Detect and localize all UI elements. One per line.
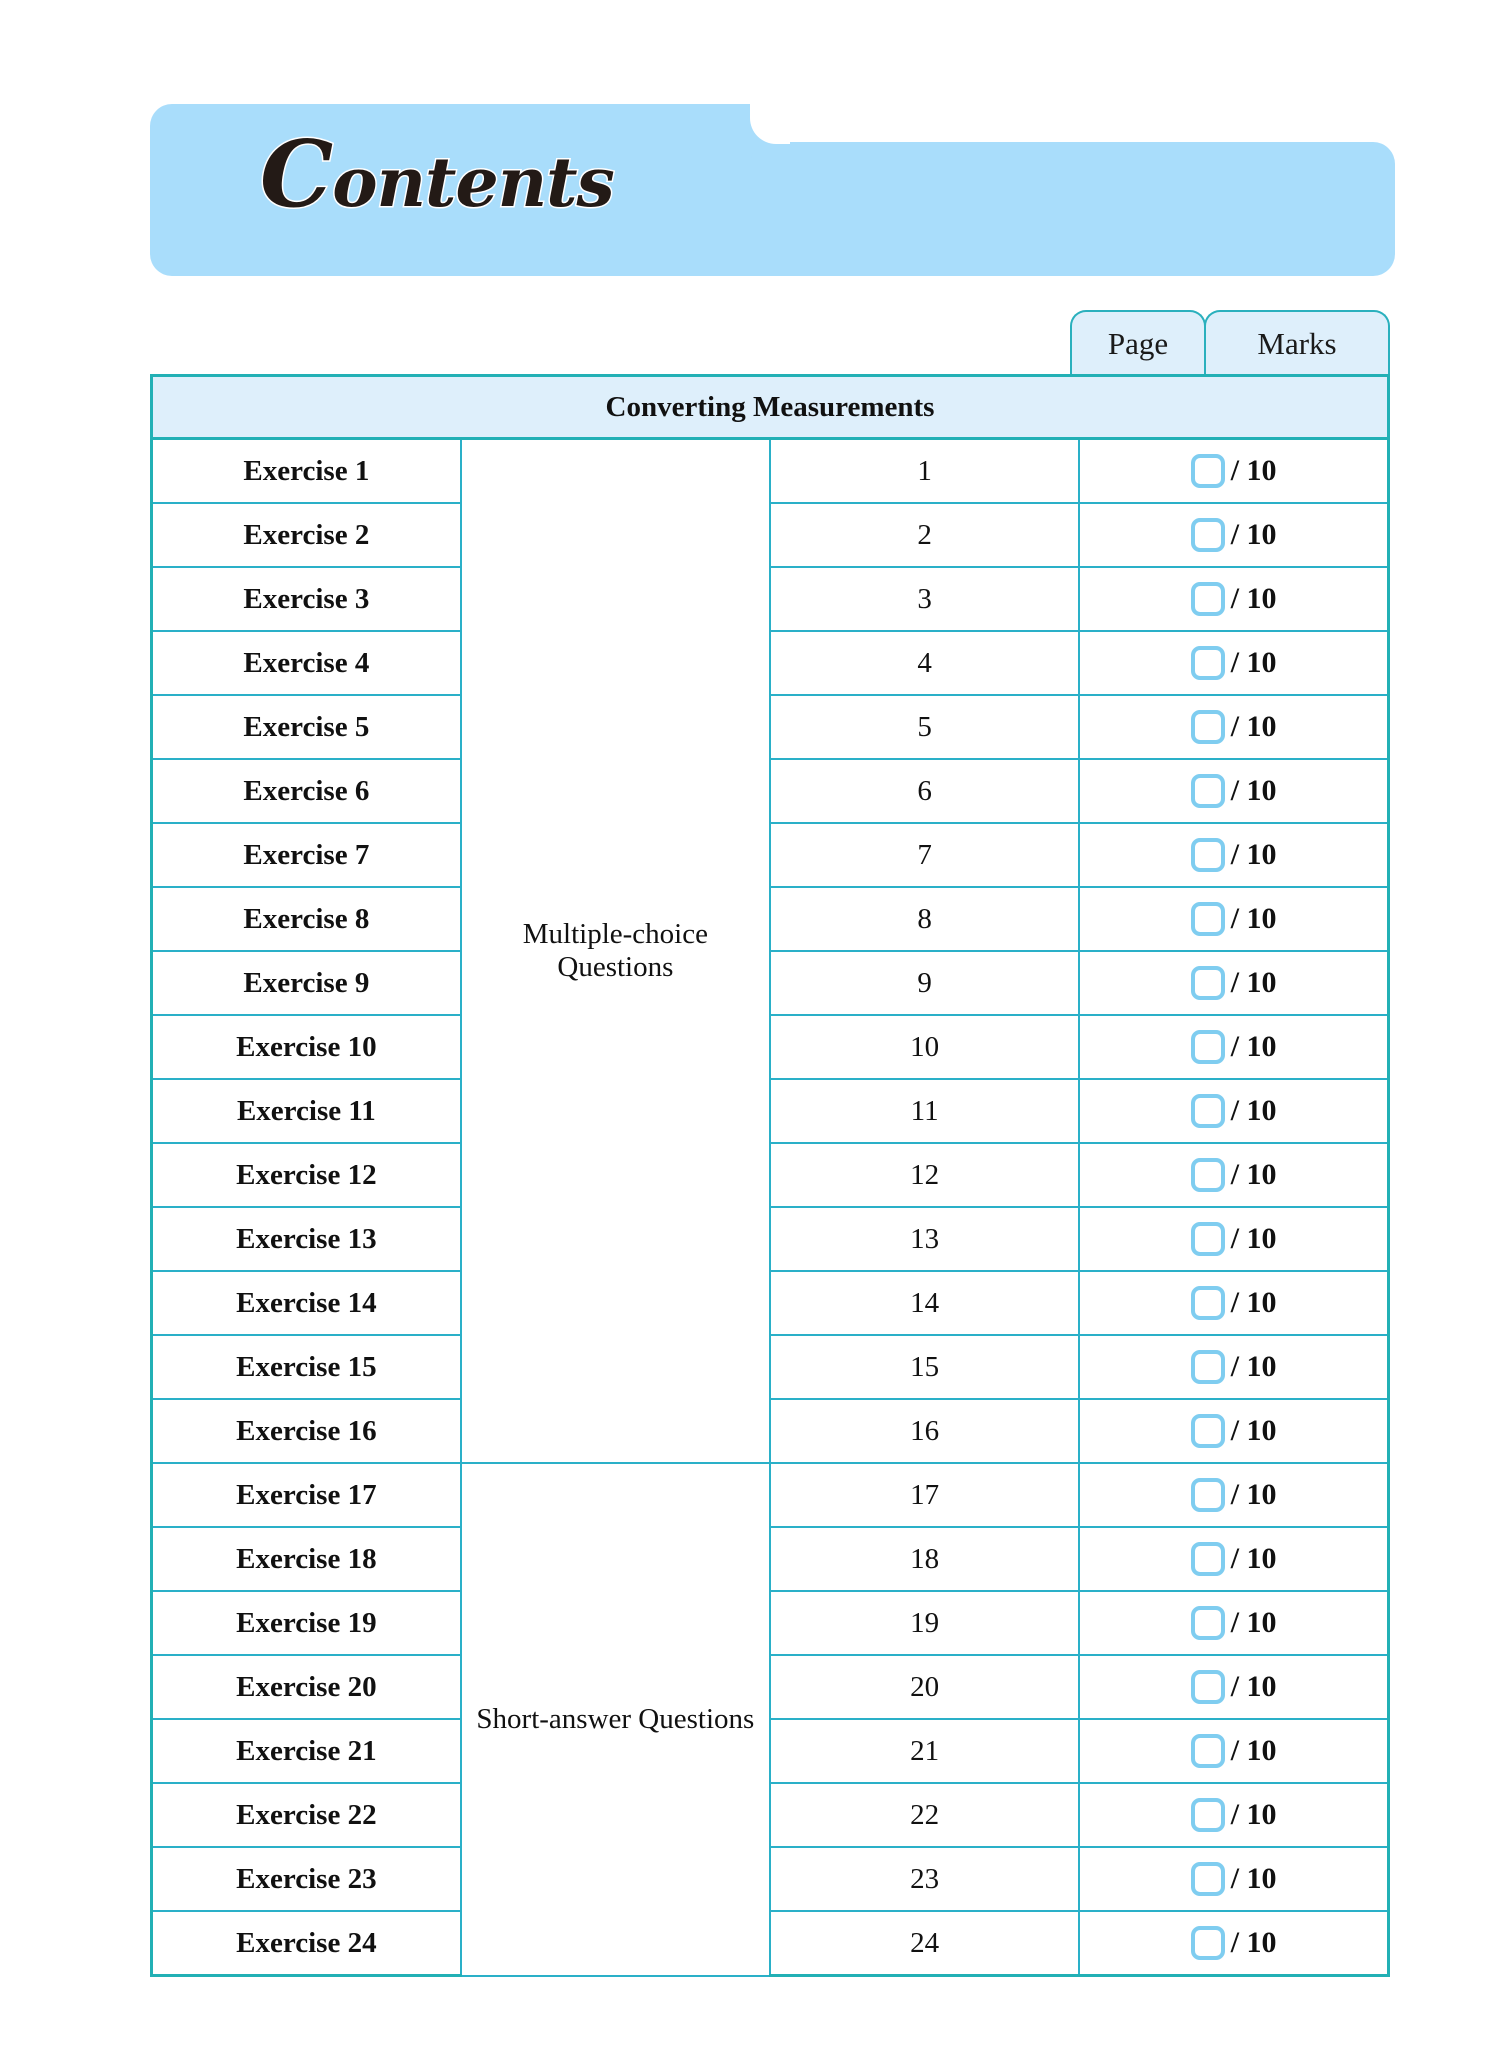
marks-cell [1079,1847,1388,1911]
mark-entry-box[interactable] [1191,454,1225,488]
table-row [152,695,1389,759]
marks-cell [1079,1463,1388,1527]
table-row [152,1335,1389,1399]
page-number: 9 [770,951,1079,1015]
page-number: 8 [770,887,1079,951]
page-number: 4 [770,631,1079,695]
marks-cell [1079,1143,1388,1207]
page-number: 17 [770,1463,1079,1527]
table-row [152,1015,1389,1079]
exercise-label: Exercise 24 [152,1911,461,1976]
mark-total-label: / 10 [1230,1542,1277,1575]
mark-total-label: / 10 [1230,1030,1277,1063]
mark-total-label: / 10 [1230,582,1277,615]
marks-cell [1079,567,1388,631]
page-number: 16 [770,1399,1079,1463]
mark-total-label: / 10 [1230,454,1277,487]
exercise-label: Exercise 12 [152,1143,461,1207]
tab-shape-right [750,142,1395,276]
mark-entry-box[interactable] [1191,1734,1225,1768]
table-row [152,823,1389,887]
exercise-label: Exercise 21 [152,1719,461,1783]
column-tab-marks: Marks [1204,310,1390,376]
page-number: 15 [770,1335,1079,1399]
page-number: 22 [770,1783,1079,1847]
marks-cell [1079,631,1388,695]
table-row [152,439,1389,504]
question-type-label: Multiple-choice Questions [461,439,770,1464]
table-row [152,1207,1389,1271]
mark-total-label: / 10 [1230,1094,1277,1127]
mark-entry-box[interactable] [1191,710,1225,744]
marks-cell [1079,1399,1388,1463]
mark-entry-box[interactable] [1191,646,1225,680]
marks-cell [1079,887,1388,951]
page-number: 5 [770,695,1079,759]
mark-entry-box[interactable] [1191,1542,1225,1576]
exercise-label: Exercise 22 [152,1783,461,1847]
mark-total-label: / 10 [1230,1350,1277,1383]
exercise-label: Exercise 15 [152,1335,461,1399]
mark-entry-box[interactable] [1191,1286,1225,1320]
mark-entry-box[interactable] [1191,1926,1225,1960]
mark-total-label: / 10 [1230,1222,1277,1255]
mark-entry-box[interactable] [1191,1798,1225,1832]
page-number: 10 [770,1015,1079,1079]
table-row [152,1463,1389,1527]
page-number: 11 [770,1079,1079,1143]
mark-total-label: / 10 [1230,1158,1277,1191]
exercise-label: Exercise 8 [152,887,461,951]
section-header-row [152,376,1389,439]
mark-entry-box[interactable] [1191,1414,1225,1448]
exercise-label: Exercise 19 [152,1591,461,1655]
page-title-initial: C [260,120,333,228]
exercise-label: Exercise 10 [152,1015,461,1079]
page-number: 7 [770,823,1079,887]
mark-entry-box[interactable] [1191,1222,1225,1256]
mark-total-label: / 10 [1230,1478,1277,1511]
mark-entry-box[interactable] [1191,774,1225,808]
table-row [152,1271,1389,1335]
page-number: 14 [770,1271,1079,1335]
page-number: 23 [770,1847,1079,1911]
exercise-label: Exercise 17 [152,1463,461,1527]
table-row [152,1399,1389,1463]
mark-total-label: / 10 [1230,710,1277,743]
mark-entry-box[interactable] [1191,838,1225,872]
mark-total-label: / 10 [1230,518,1277,551]
mark-total-label: / 10 [1230,1670,1277,1703]
mark-entry-box[interactable] [1191,902,1225,936]
mark-total-label: / 10 [1230,966,1277,999]
marks-cell [1079,1655,1388,1719]
exercise-label: Exercise 11 [152,1079,461,1143]
exercise-label: Exercise 14 [152,1271,461,1335]
exercise-label: Exercise 16 [152,1399,461,1463]
contents-header-tab [150,104,1395,276]
table-row [152,759,1389,823]
question-type-label: Short-answer Questions [461,1463,770,1976]
table-row [152,1143,1389,1207]
page-number: 12 [770,1143,1079,1207]
exercise-label: Exercise 3 [152,567,461,631]
mark-entry-box[interactable] [1191,1350,1225,1384]
mark-total-label: / 10 [1230,1926,1277,1959]
page-number: 18 [770,1527,1079,1591]
exercise-label: Exercise 1 [152,439,461,504]
mark-entry-box[interactable] [1191,1862,1225,1896]
mark-entry-box[interactable] [1191,1606,1225,1640]
page-title [260,120,614,228]
exercise-label: Exercise 5 [152,695,461,759]
table-row [152,1719,1389,1783]
mark-entry-box[interactable] [1191,966,1225,1000]
mark-total-label: / 10 [1230,646,1277,679]
page-number: 20 [770,1655,1079,1719]
exercise-label: Exercise 2 [152,503,461,567]
page-number: 6 [770,759,1079,823]
table-row [152,887,1389,951]
marks-cell [1079,1207,1388,1271]
mark-total-label: / 10 [1230,838,1277,871]
marks-cell [1079,759,1388,823]
table-row [152,1847,1389,1911]
mark-entry-box[interactable] [1191,1094,1225,1128]
table-row [152,1911,1389,1976]
marks-cell [1079,823,1388,887]
mark-total-label: / 10 [1230,1734,1277,1767]
table-row [152,631,1389,695]
marks-cell [1079,1015,1388,1079]
table-row [152,1591,1389,1655]
table-row [152,567,1389,631]
table-row [152,951,1389,1015]
table-row [152,503,1389,567]
mark-entry-box[interactable] [1191,1158,1225,1192]
exercise-label: Exercise 4 [152,631,461,695]
mark-total-label: / 10 [1230,1286,1277,1319]
page-number: 3 [770,567,1079,631]
exercise-label: Exercise 6 [152,759,461,823]
mark-total-label: / 10 [1230,1414,1277,1447]
marks-cell [1079,695,1388,759]
exercise-label: Exercise 7 [152,823,461,887]
mark-entry-box[interactable] [1191,1478,1225,1512]
mark-entry-box[interactable] [1191,1030,1225,1064]
marks-cell [1079,951,1388,1015]
page-number: 2 [770,503,1079,567]
mark-total-label: / 10 [1230,1798,1277,1831]
mark-entry-box[interactable] [1191,1670,1225,1704]
table-row [152,1079,1389,1143]
marks-cell [1079,439,1388,504]
page-number: 24 [770,1911,1079,1976]
marks-cell [1079,1911,1388,1976]
column-tab-page: Page [1070,310,1206,376]
exercise-label: Exercise 13 [152,1207,461,1271]
marks-cell [1079,1783,1388,1847]
column-header-tabs [1070,310,1390,376]
table-row [152,1783,1389,1847]
exercise-label: Exercise 9 [152,951,461,1015]
marks-cell [1079,1079,1388,1143]
mark-total-label: / 10 [1230,1862,1277,1895]
page-number: 19 [770,1591,1079,1655]
exercise-label: Exercise 18 [152,1527,461,1591]
marks-cell [1079,1719,1388,1783]
table-row [152,1655,1389,1719]
page-number: 21 [770,1719,1079,1783]
marks-cell [1079,503,1388,567]
table-row [152,1527,1389,1591]
contents-table [150,374,1390,1977]
marks-cell [1079,1271,1388,1335]
mark-entry-box[interactable] [1191,518,1225,552]
mark-entry-box[interactable] [1191,582,1225,616]
mark-total-label: / 10 [1230,1606,1277,1639]
exercise-label: Exercise 23 [152,1847,461,1911]
marks-cell [1079,1591,1388,1655]
mark-total-label: / 10 [1230,774,1277,807]
marks-cell [1079,1335,1388,1399]
exercise-label: Exercise 20 [152,1655,461,1719]
mark-total-label: / 10 [1230,902,1277,935]
page-number: 1 [770,439,1079,504]
page-title-rest: ontents [332,143,614,223]
page-number: 13 [770,1207,1079,1271]
marks-cell [1079,1527,1388,1591]
section-title: Converting Measurements [152,376,1389,439]
